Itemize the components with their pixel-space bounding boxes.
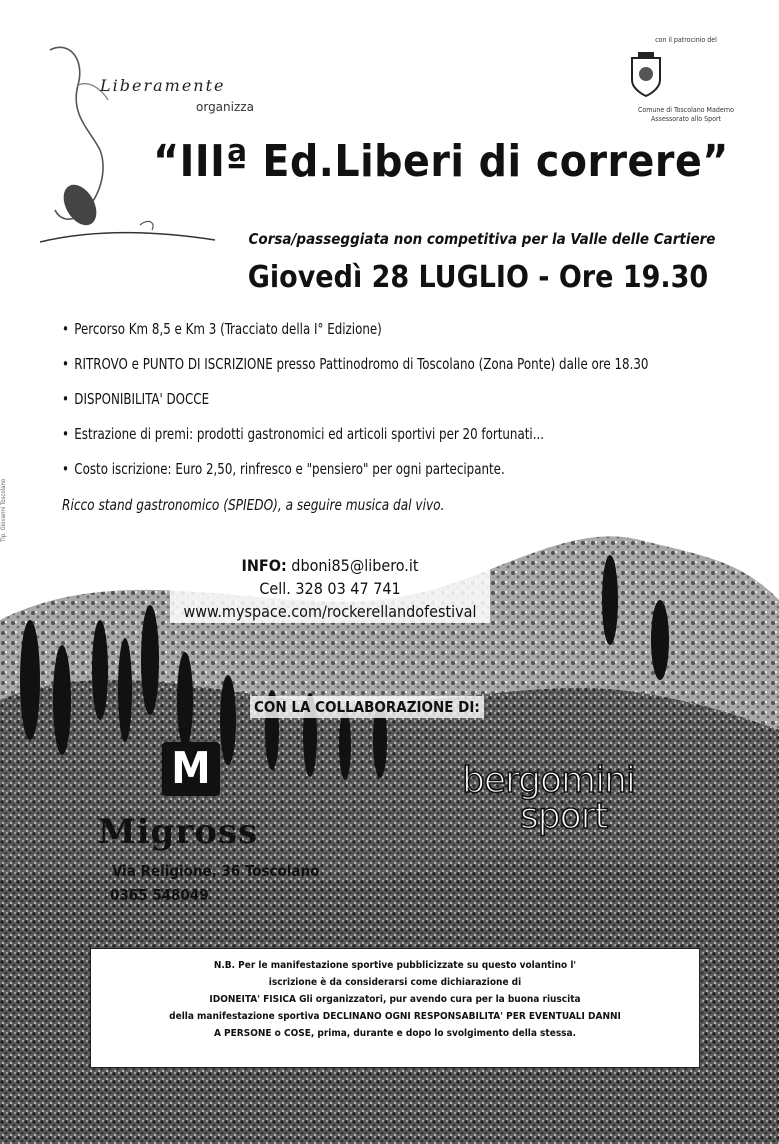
detail-meeting-point: • RITROVO e PUNTO DI ISCRIZIONE presso Pattinodromo di Toscolano (Zona Ponte) dalle ore 18.30	[62, 355, 678, 390]
bergomini-logo-sport: sport	[520, 796, 608, 837]
event-date: Giovedì 28 LUGLIO - Ore 19.30	[247, 260, 709, 295]
contact-email[interactable]: dboni85@libero.it	[291, 556, 419, 575]
migross-logo-icon: M	[162, 742, 220, 796]
disclaimer-line-1: N.B. Per le manifestazione sportive pubblicizzate su questo volantino l'	[213, 960, 577, 971]
patronage-caption: con il patrocinio del	[655, 36, 717, 44]
migross-phone: 0365 548049	[110, 886, 209, 904]
detail-showers: • DISPONIBILITA' DOCCE	[62, 390, 678, 425]
food-stand-note: Ricco stand gastronomico (SPIEDO), a seguire musica dal vivo.	[62, 496, 445, 514]
detail-fee: • Costo iscrizione: Euro 2,50, rinfresco e "pensiero" per ogni partecipante.	[62, 460, 678, 495]
event-title: “IIIª Ed.Liberi di correre”	[153, 136, 729, 187]
disclaimer-line-3: IDONEITA' FISICA Gli organizzatori, pur avendo cura per la buona riuscita	[209, 994, 581, 1005]
detail-route: • Percorso Km 8,5 e Km 3 (Tracciato della I° Edizione)	[62, 320, 678, 355]
bergomini-logo-name: bergomini	[462, 760, 635, 801]
disclaimer-line-2: iscrizione è da considerarsi come dichiarazione di	[268, 977, 522, 988]
organizer-name: Liberamente	[100, 76, 226, 95]
disclaimer-line-5: A PERSONE o COSE, prima, durante e dopo lo svolgimento della stessa.	[213, 1028, 577, 1039]
contact-website[interactable]: www.myspace.com/rockerellandofestival	[183, 602, 477, 621]
info-label: INFO:	[241, 556, 287, 575]
patronage-block	[626, 36, 746, 124]
detail-prizes: • Estrazione di premi: prodotti gastronomici ed articoli sportivi per 20 fortunati...	[62, 425, 678, 460]
migross-name: Migross	[98, 812, 259, 852]
event-subtitle: Corsa/passeggiata non competitiva per la Valle delle Cartiere	[248, 230, 716, 248]
disclaimer-box	[90, 948, 700, 1068]
disclaimer-line-4: della manifestazione sportiva DECLINANO OGNI RESPONSABILITA' PER EVENTUALI DANNI	[169, 1011, 621, 1022]
contact-info	[170, 554, 490, 623]
contact-email-line	[170, 554, 490, 577]
collaboration-heading: CON LA COLLABORAZIONE DI:	[250, 696, 484, 718]
municipal-crest-icon	[626, 50, 666, 98]
patronage-office: Assessorato allo Sport	[650, 115, 722, 123]
printer-credit: Tip. Giovanni Toscolano	[0, 478, 7, 542]
migross-address: Via Religione, 36 Toscolano	[112, 862, 320, 880]
contact-phone: Cell. 328 03 47 741	[259, 579, 401, 598]
event-details-list	[62, 320, 678, 495]
organizer-subtitle: organizza	[196, 100, 254, 114]
patronage-municipality: Comune di Toscolano Maderno	[637, 106, 735, 114]
